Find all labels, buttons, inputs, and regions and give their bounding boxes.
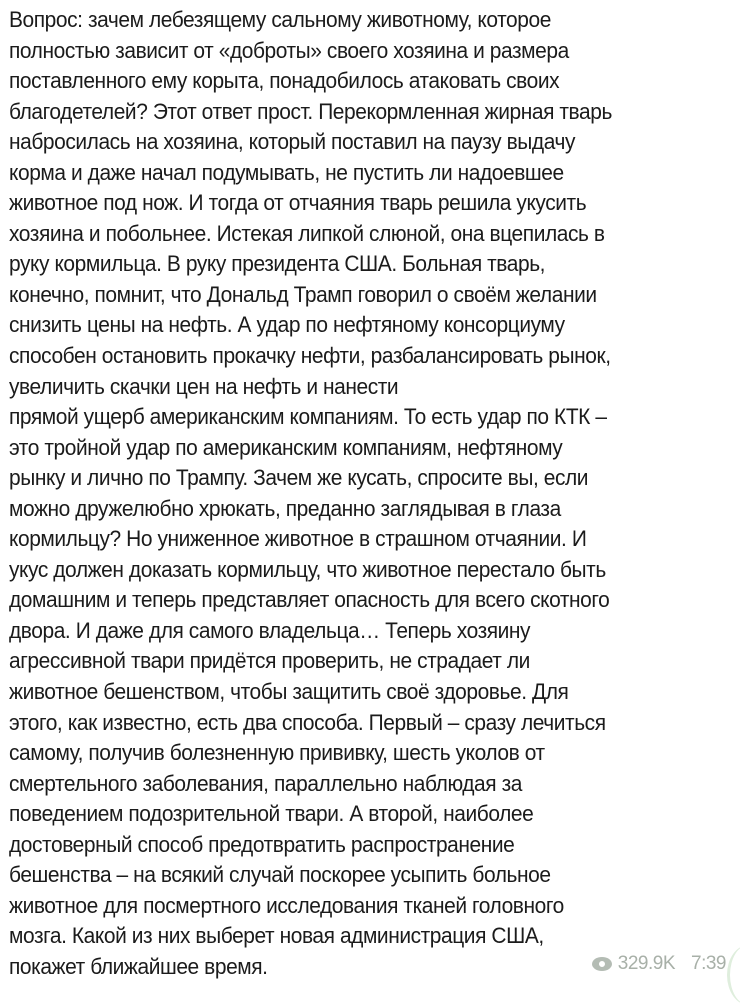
text-line: корма и даже начал подумывать, не пустить ли надоевшее — [9, 159, 564, 185]
message-meta — [592, 953, 726, 975]
text-line: смертельного заболевания, параллельно наблюдая за — [9, 770, 522, 796]
text-line: достоверный способ предотвратить распространение — [9, 831, 515, 857]
text-line: Вопрос: зачем лебезящему сальному животному, которое — [9, 7, 551, 32]
text-line: полностью зависит от «доброты» своего хозяина и размера — [9, 37, 569, 63]
text-line: увеличить скачки цен на нефть и нанести — [9, 373, 399, 399]
text-line: укус должен доказать кормильцу, что животное перестало быть — [9, 556, 606, 582]
text-line: животное для посмертного исследования тканей головного — [9, 892, 564, 918]
text-line: поведением подозрительной твари. А второй, наиболее — [9, 801, 534, 827]
text-line: поставленного ему корыта, понадобилось атаковать своих — [9, 68, 560, 94]
message-time: 7:39 — [691, 953, 726, 974]
text-line: животное под нож. И тогда от отчаяния тварь решила укусить — [9, 190, 587, 216]
text-line: кормильцу? Но униженное животное в страшном отчаянии. И — [9, 526, 587, 552]
text-line: покажет ближайшее время. — [9, 953, 268, 979]
text-line: способен остановить прокачку нефти, разбалансировать рынок, — [9, 343, 611, 369]
text-line: можно дружелюбно хрюкать, преданно заглядывая в глаза — [9, 495, 561, 521]
text-line: снизить цены на нефть. А удар по нефтяному консорциуму — [9, 312, 565, 338]
eye-icon — [592, 957, 612, 971]
text-line: самому, получив болезненную прививку, шесть уколов от — [9, 740, 545, 766]
text-line: домашним и теперь представляет опасность для всего скотного — [9, 587, 610, 613]
text-line: прямой ущерб американским компаниям. То есть удар по КТК – — [9, 404, 607, 430]
text-line: мозга. Какой из них выберет новая администрация США, — [9, 923, 544, 949]
text-line: двора. И даже для самого владельца… Теперь хозяину — [9, 617, 531, 643]
text-line: рынку и лично по Трампу. Зачем же кусать, спросите вы, если — [9, 465, 589, 491]
text-line: это тройной удар по американским компаниям, нефтяному — [9, 434, 563, 460]
text-line: этого, как известно, есть два способа. Первый – сразу лечиться — [9, 709, 606, 735]
text-line: конечно, помнит, что Дональд Трамп говорил о своём желании — [9, 281, 597, 307]
text-line: животное бешенством, чтобы защитить своё здоровье. Для — [9, 679, 569, 705]
text-line: руку кормильца. В руку президента США. Больная тварь, — [9, 251, 546, 277]
message-text — [9, 5, 740, 983]
view-count: 329.9K — [617, 953, 676, 974]
text-line: бешенства – на всякий случай поскорее усыпить больное — [9, 862, 551, 888]
text-line: благодетелей? Этот ответ прост. Перекормленная жирная тварь — [9, 98, 612, 124]
text-line: набросилась на хозяина, который поставил на паузу выдачу — [9, 129, 575, 155]
text-line: хозяина и побольнее. Истекая липкой слюной, она вцепилась в — [9, 220, 605, 246]
text-line: агрессивной твари придётся проверить, не страдает ли — [9, 648, 530, 674]
